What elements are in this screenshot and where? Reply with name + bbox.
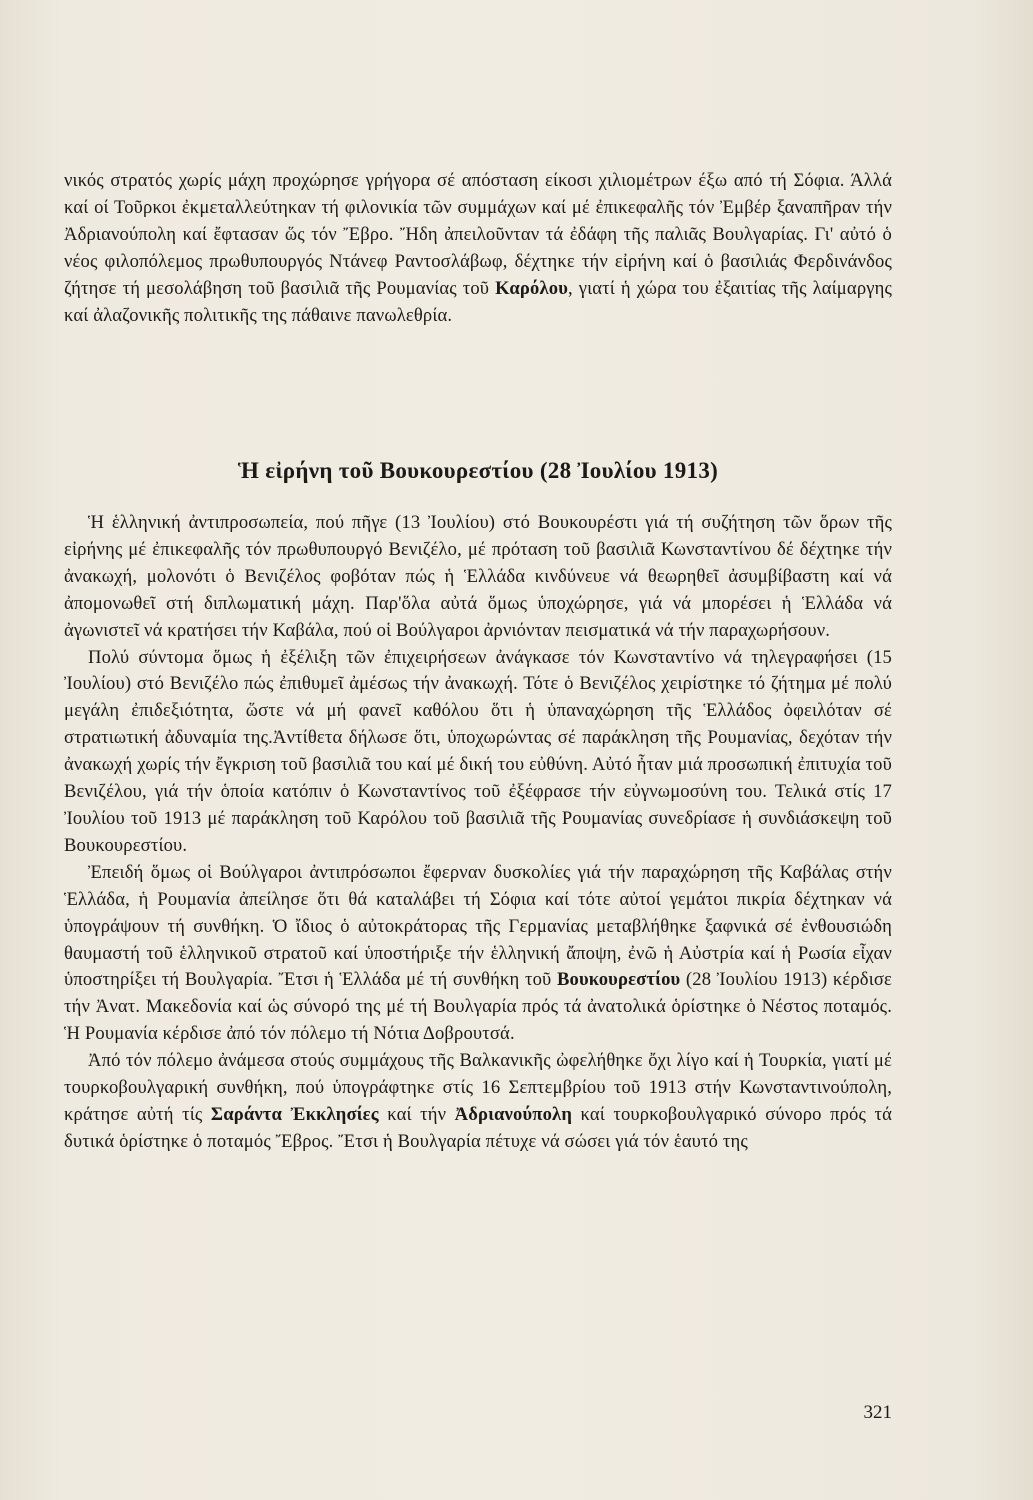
- page-number: 321: [863, 1402, 892, 1423]
- paragraph-4: Ἀπό τόν πόλεμο ἀνάμεσα στούς συμμάχους τῆς Βαλκανικῆς ὠφελήθηκε ὄχι λίγο καί ἡ Τουρκία, γιατί μέ τουρκοβουλγαρική συνθήκη, πού ὑπογράφτηκε στίς 16 Σεπτεμβρίου τοῦ 1913 στήν Κωνσταντινούπολη, κράτησε αὐτή τίς Σαράντα Ἐκκλησίες καί τήν Ἀδριανούπολη καί τουρκοβουλγαρικό σύνορο πρός τά δυτικά ὁρίστηκε ὁ ποταμός Ἔβρος. Ἔτσι ἡ Βουλγαρία πέτυχε νά σώσει γιά τόν ἑαυτό της: [64, 1050, 892, 1152]
- intro-text: [64, 168, 892, 329]
- bold-term-voukourestiou: Βουκουρεστίου: [556, 969, 681, 991]
- bold-term-adrianoupoli: Ἀδριανούπολη: [454, 1103, 573, 1125]
- bold-term-karolou: Καρόλου: [495, 277, 568, 299]
- paragraph-1: Ἡ ἑλληνική ἀντιπροσωπεία, πού πῆγε (13 Ἰουλίου) στό Βουκουρέστι γιά τή συζήτηση τῶν ὅρων τῆς εἰρήνης μέ ἐπικεφαλῆς τόν πρωθυπουργό Βενιζέλο, μέ πρόταση τοῦ βασιλιᾶ Κωνσταντίνου δέ δέχτηκε τήν ἀνακωχή, μολονότι ὁ Βενιζέλος φοβόταν πώς ἡ Ἑλλάδα κινδύνευε νά θεωρηθεῖ ἀσυμβίβαστη καί νά ἀπομονωθεῖ στή διπλωματική μάχη. Παρ'ὅλα αὐτά ὅμως ὑποχώρησε, γιά νά μπορέσει ἡ Ἑλλάδα νά ἀγωνιστεῖ νά κρατήσει τήν Καβάλα, πού οἱ Βούλγαροι ἀρνιόνταν πεισματικά νά τήν παραχωρήσουν.: [64, 512, 892, 641]
- paragraph-2: Πολύ σύντομα ὅμως ἡ ἐξέλιξη τῶν ἐπιχειρήσεων ἀνάγκασε τόν Κωνσταντίνο νά τηλεγραφήσει (15 Ἰουλίου) στό Βενιζέλο πώς ἐπιθυμεῖ ἀμέσως τήν ἀνακωχή. Τότε ὁ Βενιζέλος χειρίστηκε τό ζήτημα μέ πολύ μεγάλη ἐπιδεξιότητα, ὥστε νά μή φανεῖ καθόλου ὅτι ἡ ὑπαναχώρηση τῆς Ἑλλάδος ὀφειλόταν σέ στρατιωτική ἀδυναμία της.Ἀντίθετα δήλωσε ὅτι, ὑποχωρώντας σέ παράκληση τῆς Ρουμανίας, δεχόταν τήν ἀνακωχή χωρίς τήν ἔγκριση τοῦ βασιλιᾶ του καί μέ δική του εὐθύνη. Αὐτό ἦταν μιά προσωπική ἐπιτυχία τοῦ Βενιζέλου, γιά τήν ὁποία κατόπιν ὁ Κωνσταντίνος τοῦ ἐξέφρασε τήν εὐγνωμοσύνη του. Τελικά στίς 17 Ἰουλίου τοῦ 1913 μέ παράκληση τοῦ Καρόλου τοῦ βασιλιᾶ τῆς Ρουμανίας συνεδρίασε ἡ συνδιάσκεψη τοῦ Βουκουρεστίου.: [64, 646, 892, 856]
- intro-paragraph: νικός στρατός χωρίς μάχη προχώρησε γρήγορα σέ απόσταση είκοσι χιλιομέτρων έξω από τή Σόφια. Άλλά καί οί Τοῦρκοι ἐκμεταλλεύτηκαν τή φιλονικία τῶν συμμάχων καί μέ ἐπικεφαλῆς τόν Ἐμβέρ ξαναπῆραν τήν Ἀδριανούπολη καί ἔφτασαν ὥς τόν Ἔβρο. Ἤδη ἀπειλοῦνταν τά ἐδάφη τῆς παλιᾶς Βουλγαρίας. Γι' αὐτό ὁ νέος φιλοπόλεμος πρωθυπουργός Ντάνεφ Ραντοσλάβωφ, δέχτηκε τήν εἰρήνη καί ὁ βασιλιάς Φερδινάνδος ζήτησε τή μεσολάβηση τοῦ βασιλιᾶ τῆς Ρουμανίας τοῦ Καρόλου, γιατί ἡ χώρα του ἐξαιτίας τῆς λαίμαργης καί ἀλαζονικῆς πολιτικῆς της πάθαινε πανωλεθρία.: [64, 170, 892, 326]
- section-heading: Ἡ εἰρήνη τοῦ Βουκουρεστίου (28 Ἰουλίου 1913): [237, 458, 719, 483]
- paragraph-3: Ἐπειδή ὅμως οἱ Βούλγαροι ἀντιπρόσωποι ἔφερναν δυσκολίες γιά τήν παραχώρηση τῆς Καβάλας στήν Ἑλλάδα, ἡ Ρουμανία ἀπείλησε ὅτι θά καταλάβει τή Σόφια καί τότε αὐτοί γεμάτοι πικρία δέχτηκαν νά ὑπογράψουν τή συνθήκη. Ὁ ἴδιος ὁ αὐτοκράτορας τῆς Γερμανίας μεταβλήθηκε ξαφνικά σέ ἐνθουσιώδη θαυμαστή τοῦ ἑλληνικοῦ στρατοῦ καί ὑποστήριξε τήν ἑλληνική ἄποψη, ἐνῶ ἡ Αὐστρία καί ἡ Ρωσία εἶχαν ὑποστηρίξει τή Βουλγαρία. Ἔτσι ἡ Ἑλλάδα μέ τή συνθήκη τοῦ Βουκουρεστίου (28 Ἰουλίου 1913) κέρδισε τήν Ἀνατ. Μακεδονία καί ὡς σύνορό της μέ τή Βουλγαρία πρός τά ἀνατολικά ὁρίστηκε ὁ Νέστος ποταμός. Ἡ Ρουμανία κέρδισε ἀπό τόν πόλεμο τή Νότια Δοβρουτσά.: [64, 861, 892, 1045]
- section-body: [64, 510, 892, 1156]
- bold-term-saranta-ekklisies: Σαράντα Ἐκκλησίες: [210, 1103, 379, 1125]
